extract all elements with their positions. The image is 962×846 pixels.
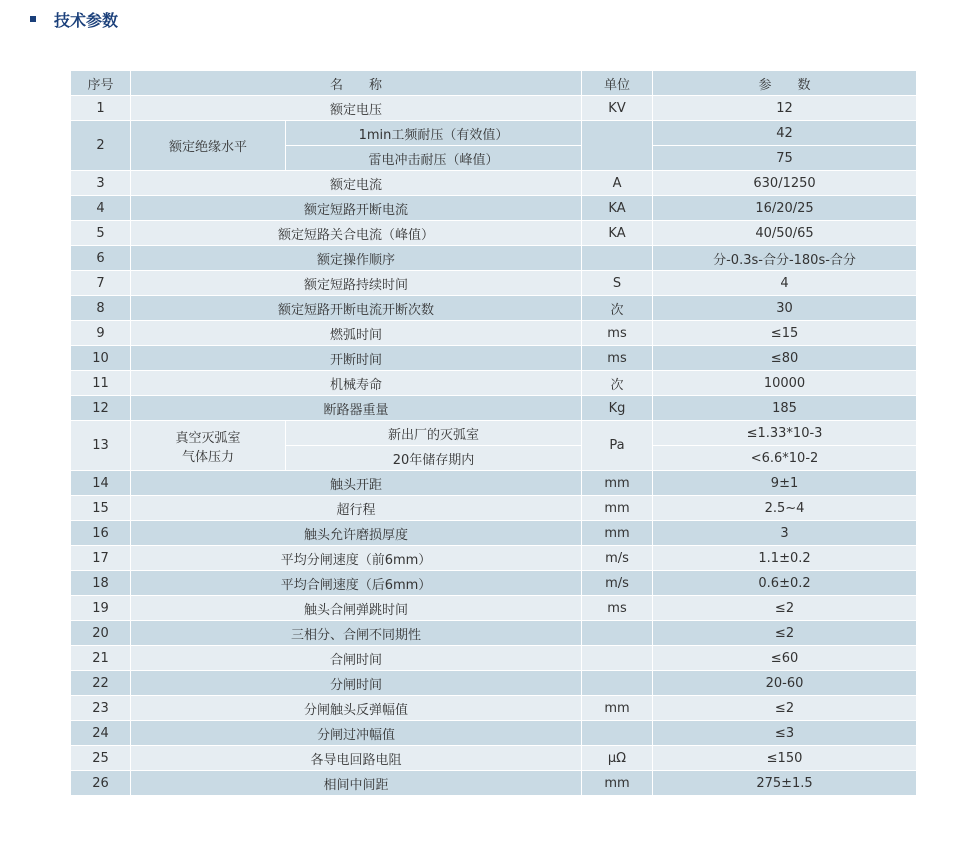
row-no: 8 — [71, 296, 131, 321]
table-row — [71, 396, 917, 421]
row-unit: 次 — [582, 371, 653, 396]
table-row — [71, 346, 917, 371]
row-value: 20-60 — [653, 671, 917, 696]
row-value: ≤2 — [653, 621, 917, 646]
row-no: 13 — [71, 421, 131, 471]
row-unit: KV — [582, 96, 653, 121]
row-name: 相间中间距 — [131, 771, 582, 796]
row-group-name — [131, 421, 286, 471]
row-name: 平均分闸速度（前6mm） — [131, 546, 582, 571]
row-unit: ms — [582, 346, 653, 371]
row-unit: mm — [582, 771, 653, 796]
row-name: 断路器重量 — [131, 396, 582, 421]
table-row — [71, 296, 917, 321]
row-name: 触头允许磨损厚度 — [131, 521, 582, 546]
table-row — [71, 621, 917, 646]
row-value: ≤80 — [653, 346, 917, 371]
row-no: 26 — [71, 771, 131, 796]
row-no: 25 — [71, 746, 131, 771]
row-name: 合闸时间 — [131, 646, 582, 671]
row-value: 75 — [653, 146, 917, 171]
row-value: 4 — [653, 271, 917, 296]
row-no: 4 — [71, 196, 131, 221]
row-no: 17 — [71, 546, 131, 571]
row-name: 额定短路开断电流开断次数 — [131, 296, 582, 321]
row-no: 7 — [71, 271, 131, 296]
row-name: 触头开距 — [131, 471, 582, 496]
row-unit — [582, 646, 653, 671]
row-unit: ms — [582, 321, 653, 346]
table-row — [71, 596, 917, 621]
row-no: 5 — [71, 221, 131, 246]
row-name: 额定短路关合电流（峰值） — [131, 221, 582, 246]
table-row — [71, 771, 917, 796]
row-name: 平均合闸速度（后6mm） — [131, 571, 582, 596]
row-value: 2.5~4 — [653, 496, 917, 521]
row-value: 42 — [653, 121, 917, 146]
row-value: <6.6*10-2 — [653, 446, 917, 471]
row-unit: A — [582, 171, 653, 196]
row-value: 185 — [653, 396, 917, 421]
row-value: 30 — [653, 296, 917, 321]
row-group-name-line1: 真空灭弧室 — [175, 430, 241, 446]
row-no: 2 — [71, 121, 131, 171]
row-no: 16 — [71, 521, 131, 546]
table-row — [71, 496, 917, 521]
row-unit: S — [582, 271, 653, 296]
row-unit: Pa — [582, 421, 653, 471]
row-sub-name: 雷电冲击耐压（峰值） — [286, 146, 582, 171]
row-name: 分闸时间 — [131, 671, 582, 696]
row-unit: mm — [582, 521, 653, 546]
row-no: 3 — [71, 171, 131, 196]
table-row — [71, 671, 917, 696]
row-unit: KA — [582, 221, 653, 246]
row-group-name: 额定绝缘水平 — [131, 121, 286, 171]
row-no: 12 — [71, 396, 131, 421]
row-name: 开断时间 — [131, 346, 582, 371]
row-name: 燃弧时间 — [131, 321, 582, 346]
row-unit: m/s — [582, 546, 653, 571]
row-no: 15 — [71, 496, 131, 521]
row-no: 20 — [71, 621, 131, 646]
row-unit: mm — [582, 696, 653, 721]
row-no: 18 — [71, 571, 131, 596]
row-unit: Kg — [582, 396, 653, 421]
row-value: ≤2 — [653, 696, 917, 721]
row-name: 分闸过冲幅值 — [131, 721, 582, 746]
row-value: 0.6±0.2 — [653, 571, 917, 596]
row-value: 10000 — [653, 371, 917, 396]
row-value: ≤3 — [653, 721, 917, 746]
table-row — [71, 171, 917, 196]
row-value: ≤150 — [653, 746, 917, 771]
row-unit: KA — [582, 196, 653, 221]
row-sub-name: 20年储存期内 — [286, 446, 582, 471]
row-no: 21 — [71, 646, 131, 671]
row-unit: 次 — [582, 296, 653, 321]
row-name: 额定电压 — [131, 96, 582, 121]
row-unit: mm — [582, 471, 653, 496]
row-value: ≤60 — [653, 646, 917, 671]
table-row — [71, 521, 917, 546]
row-value: ≤2 — [653, 596, 917, 621]
row-sub-name: 新出厂的灭弧室 — [286, 421, 582, 446]
section-title — [30, 8, 118, 30]
row-value: 16/20/25 — [653, 196, 917, 221]
row-no: 22 — [71, 671, 131, 696]
row-no: 6 — [71, 246, 131, 271]
row-no: 10 — [71, 346, 131, 371]
table-row — [71, 271, 917, 296]
row-no: 11 — [71, 371, 131, 396]
table-row — [71, 321, 917, 346]
row-name: 额定短路开断电流 — [131, 196, 582, 221]
row-value: 9±1 — [653, 471, 917, 496]
table-row — [71, 196, 917, 221]
row-unit: mm — [582, 496, 653, 521]
row-unit: μΩ — [582, 746, 653, 771]
table-row — [71, 571, 917, 596]
row-value: 40/50/65 — [653, 221, 917, 246]
table-header-row — [71, 71, 917, 96]
row-value: 630/1250 — [653, 171, 917, 196]
row-unit — [582, 121, 653, 171]
table-row — [71, 246, 917, 271]
row-name: 额定电流 — [131, 171, 582, 196]
row-value: 12 — [653, 96, 917, 121]
header-no: 序号 — [71, 71, 131, 96]
row-no: 23 — [71, 696, 131, 721]
row-name: 额定操作顺序 — [131, 246, 582, 271]
row-no: 24 — [71, 721, 131, 746]
row-group-name-line2: 气体压力 — [181, 449, 234, 465]
header-name: 名 称 — [131, 71, 582, 96]
row-value: 分-0.3s-合分-180s-合分 — [653, 246, 917, 271]
table-row — [71, 421, 917, 446]
row-sub-name: 1min工频耐压（有效值） — [286, 121, 582, 146]
row-name: 超行程 — [131, 496, 582, 521]
row-no: 9 — [71, 321, 131, 346]
row-no: 14 — [71, 471, 131, 496]
table-row — [71, 471, 917, 496]
row-name: 分闸触头反弹幅值 — [131, 696, 582, 721]
row-name: 各导电回路电阻 — [131, 746, 582, 771]
table-row — [71, 696, 917, 721]
row-unit — [582, 621, 653, 646]
header-unit: 单位 — [582, 71, 653, 96]
header-value: 参 数 — [653, 71, 917, 96]
table-row — [71, 646, 917, 671]
row-unit — [582, 671, 653, 696]
table-row — [71, 121, 917, 146]
row-unit: m/s — [582, 571, 653, 596]
row-unit — [582, 721, 653, 746]
table-row — [71, 746, 917, 771]
row-name: 机械寿命 — [131, 371, 582, 396]
row-unit: ms — [582, 596, 653, 621]
row-name: 额定短路持续时间 — [131, 271, 582, 296]
row-name: 触头合闸弹跳时间 — [131, 596, 582, 621]
row-no: 1 — [71, 96, 131, 121]
section-title-text: 技术参数 — [54, 10, 119, 30]
table-row — [71, 221, 917, 246]
table-row — [71, 371, 917, 396]
row-value: 275±1.5 — [653, 771, 917, 796]
row-value: ≤1.33*10-3 — [653, 421, 917, 446]
row-unit — [582, 246, 653, 271]
table-row — [71, 546, 917, 571]
row-value: ≤15 — [653, 321, 917, 346]
square-bullet-icon — [30, 16, 36, 22]
tech-params-table — [70, 70, 917, 796]
table-row — [71, 96, 917, 121]
row-value: 1.1±0.2 — [653, 546, 917, 571]
row-value: 3 — [653, 521, 917, 546]
row-name: 三相分、合闸不同期性 — [131, 621, 582, 646]
table-row — [71, 721, 917, 746]
row-no: 19 — [71, 596, 131, 621]
